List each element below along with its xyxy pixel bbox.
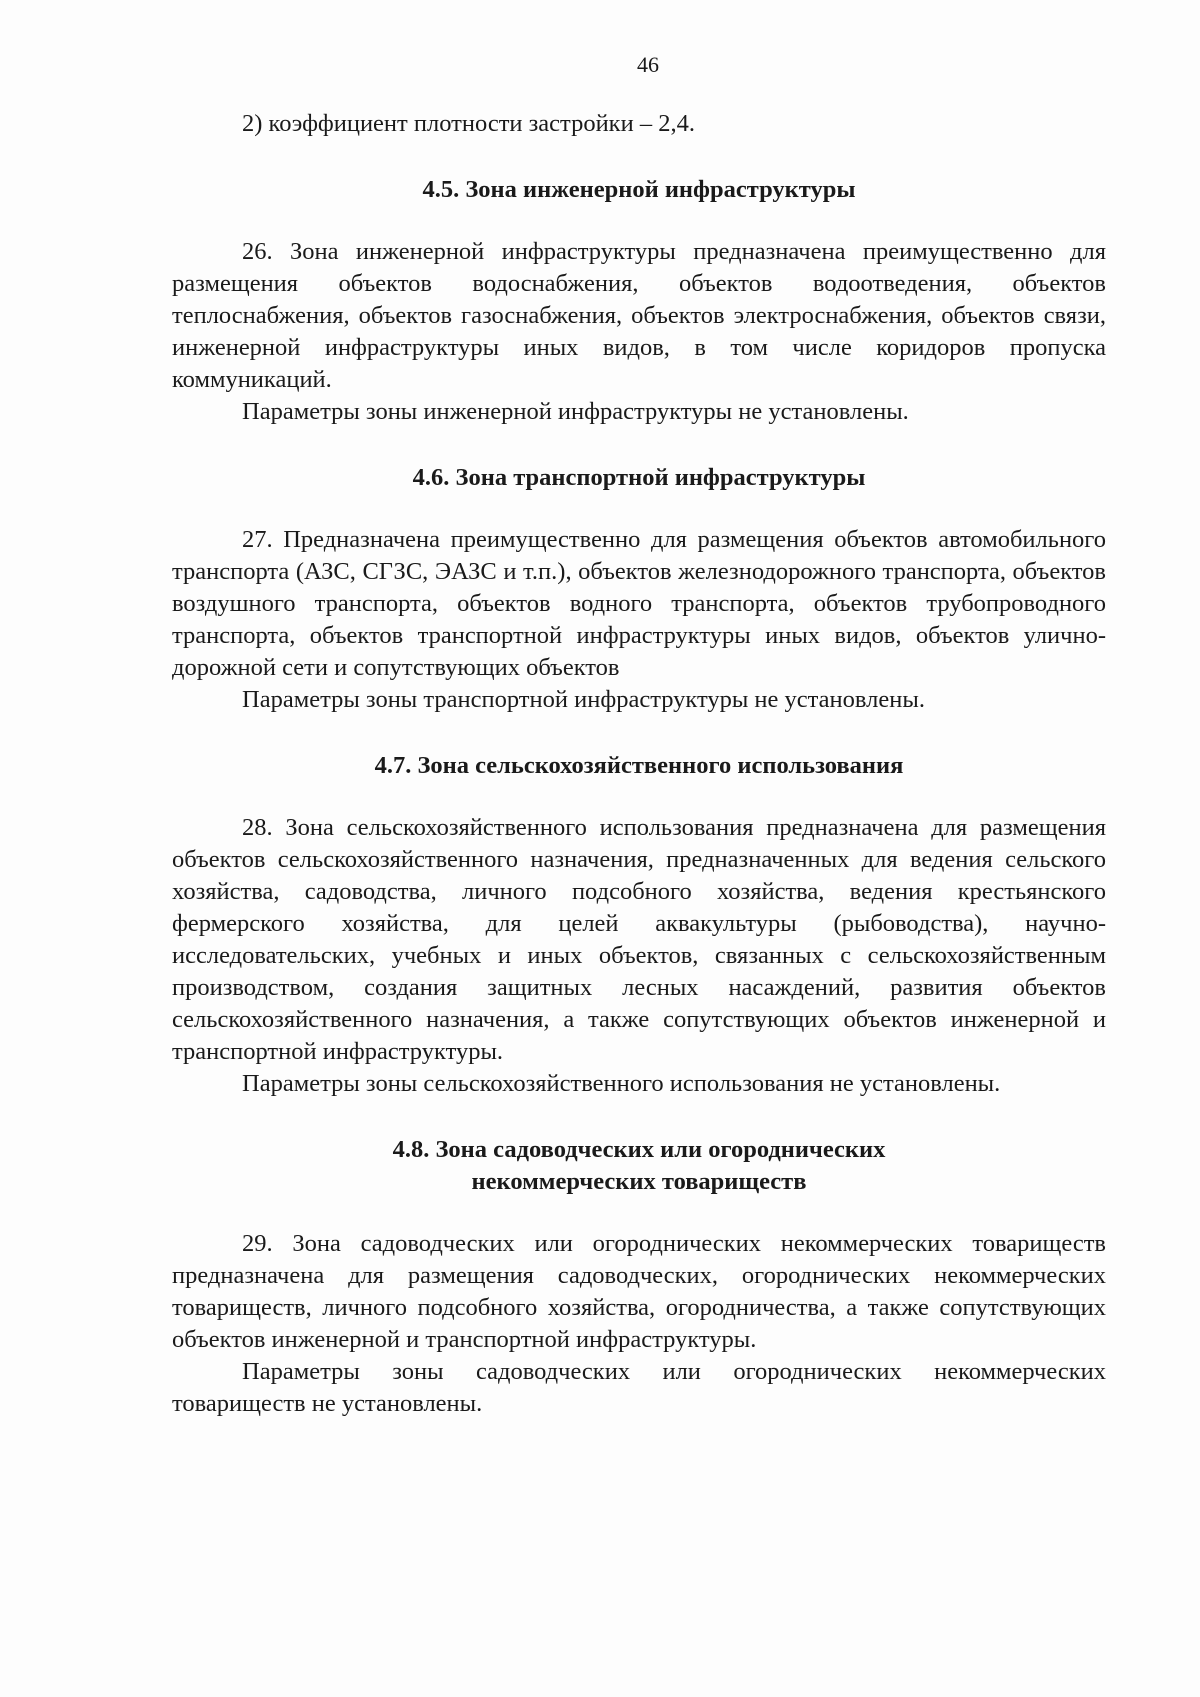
section-heading — [172, 750, 1106, 782]
section-heading — [172, 1134, 1106, 1198]
intro-line: 2) коэффициент плотности застройки – 2,4. — [242, 110, 695, 137]
section-heading-line: 4.6. Зона транспортной инфраструктуры — [412, 464, 866, 491]
section-paragraph: Параметры зоны транспортной инфраструктуры не установлены. — [242, 686, 925, 713]
section-heading-line: 4.8. Зона садоводческих или огороднических — [392, 1136, 886, 1163]
section-heading — [172, 462, 1106, 494]
section-paragraph: 27. Предназначена преимущественно для размещения объектов автомобильного транспорта (АЗС, СГЗС, ЭАЗС и т.п.), объектов железнодорожного транспорта, объектов воздушного транспорта, объектов водного транспорта, объектов трубопроводного транспорта, объектов транспортной инфраструктуры иных видов, объектов улично-дорожной сети и сопутствующих объектов — [172, 526, 1106, 681]
document-body — [172, 108, 1106, 1420]
section-heading-line: некоммерческих товариществ — [471, 1168, 807, 1195]
section-paragraph: 28. Зона сельскохозяйственного использования предназначена для размещения объектов сельскохозяйственного назначения, предназначенных для ведения сельского хозяйства, садоводства, личного подсобного хозяйства, ведения крестьянского фермерского хозяйства, для целей аквакультуры (рыбоводства), научно-исследовательских, учебных и иных объектов, связанных с сельскохозяйственным производством, создания защитных лесных насаждений, развития объектов сельскохозяйственного назначения, а также сопутствующих объектов инженерной и транспортной инфраструктуры. — [172, 814, 1106, 1065]
section-heading-line: 4.5. Зона инженерной инфраструктуры — [422, 176, 856, 203]
section-paragraph: Параметры зоны сельскохозяйственного использования не установлены. — [242, 1070, 1001, 1097]
section-paragraph: Параметры зоны инженерной инфраструктуры не установлены. — [242, 398, 909, 425]
page-number: 46 — [637, 52, 659, 77]
section-paragraph: 29. Зона садоводческих или огороднических некоммерческих товариществ предназначена для размещения садоводческих, огороднических некоммерческих товариществ, личного подсобного хозяйства, огородничества, а также сопутствующих объектов инженерной и транспортной инфраструктуры. — [172, 1230, 1106, 1353]
section-paragraph: 26. Зона инженерной инфраструктуры предназначена преимущественно для размещения объектов водоснабжения, объектов водоотведения, объектов теплоснабжения, объектов газоснабжения, объектов электроснабжения, объектов связи, инженерной инфраструктуры иных видов, в том числе коридоров пропуска коммуникаций. — [172, 238, 1106, 393]
section-paragraph: Параметры зоны садоводческих или огороднических некоммерческих товариществ не установлены. — [172, 1358, 1106, 1417]
section-heading — [172, 174, 1106, 206]
section-heading-line: 4.7. Зона сельскохозяйственного использования — [374, 752, 904, 779]
